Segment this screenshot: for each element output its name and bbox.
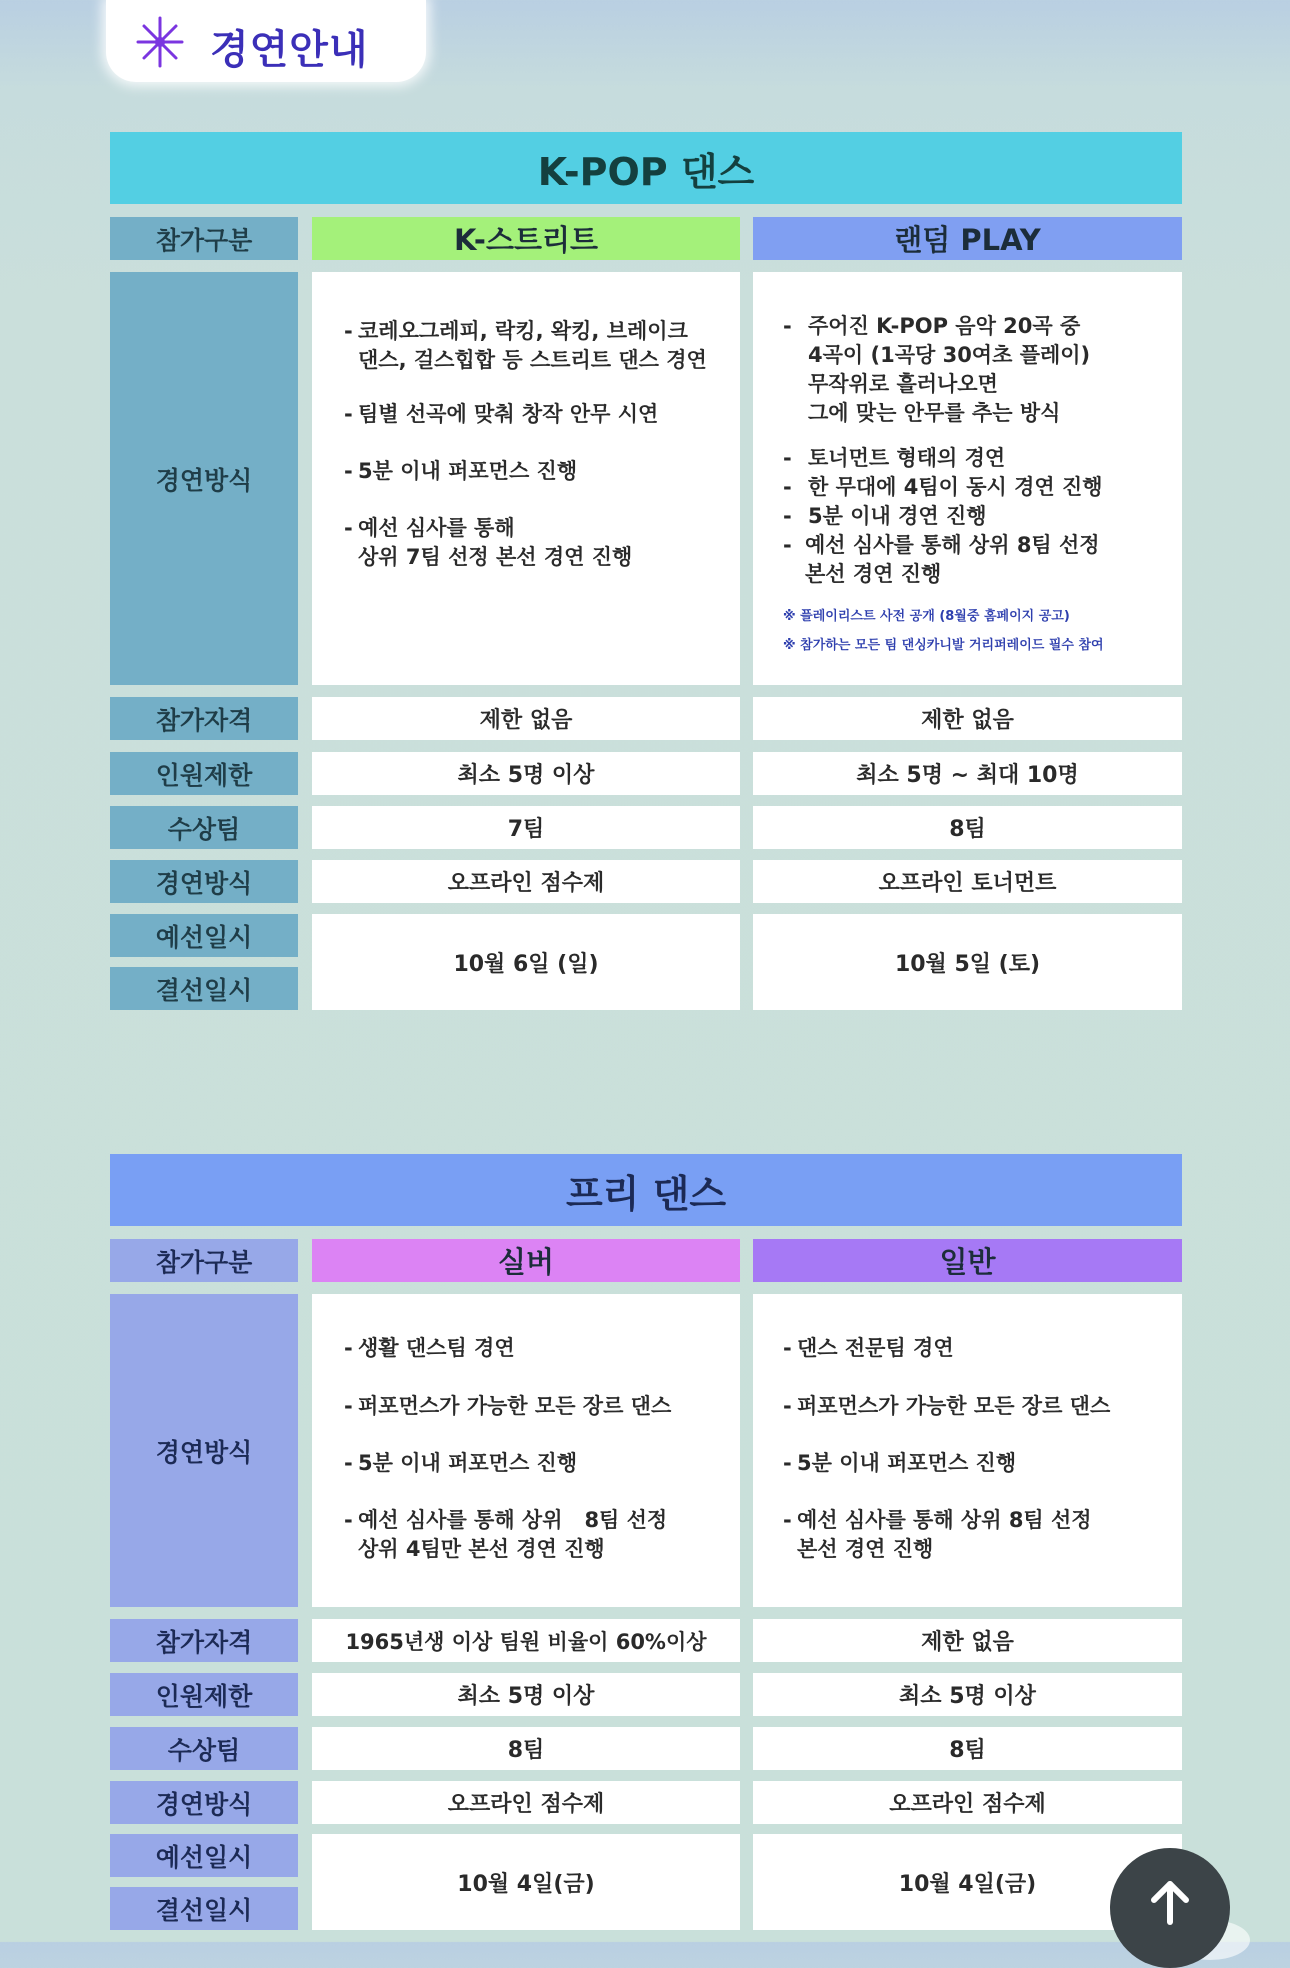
method-item: - 생활 댄스팀 경연: [344, 1336, 515, 1360]
method-item: - 주어진 K-POP 음악 20곡 중 4곡이 (1곡당 30여초 플레이) 무작위로 흘러나오면 그에 맞는 안무를 추는 방식: [783, 314, 1091, 425]
kpop-random-date: 10월 5일 (토): [753, 914, 1182, 1010]
kpop-section-title: K-POP 댄스: [110, 132, 1182, 204]
kpop-label-method: 경연방식: [110, 272, 298, 685]
method-item: - 한 무대에 4팀이 동시 경연 진행: [783, 475, 1103, 499]
kpop-kstreet-eligibility: 제한 없음: [312, 697, 740, 740]
free-general-method: [753, 1294, 1182, 1607]
page-title: 경연안내: [210, 27, 369, 73]
free-label-prelim: 예선일시: [110, 1834, 298, 1877]
arrow-up-icon: [1144, 1876, 1196, 1928]
free-label-eligibility: 참가자격: [110, 1619, 298, 1662]
free-label-final: 결선일시: [110, 1887, 298, 1930]
free-col-general: 일반: [753, 1239, 1182, 1282]
header-badge: [106, 0, 426, 82]
kpop-kstreet-method: [312, 272, 740, 685]
star-icon: [134, 16, 186, 68]
kpop-kstreet-awards: 7팀: [312, 806, 740, 849]
kpop-label-awards: 수상팀: [110, 806, 298, 849]
scroll-top-button[interactable]: [1110, 1848, 1230, 1968]
kpop-note-playlist: ※ 플레이리스트 사전 공개 (8월중 홈페이지 공고): [783, 609, 1070, 624]
kpop-label-members: 인원제한: [110, 752, 298, 795]
kpop-col-random: 랜덤 PLAY: [753, 217, 1182, 260]
free-silver-format: 오프라인 점수제: [312, 1781, 740, 1824]
method-item: - 5분 이내 퍼포먼스 진행: [344, 459, 578, 483]
free-silver-members: 최소 5명 이상: [312, 1673, 740, 1716]
method-item: - 퍼포먼스가 가능한 모든 장르 댄스: [344, 1394, 672, 1418]
method-item: - 토너먼트 형태의 경연: [783, 446, 1006, 470]
kpop-kstreet-date: 10월 6일 (일): [312, 914, 740, 1010]
free-general-awards: 8팀: [753, 1727, 1182, 1770]
free-label-category: 참가구분: [110, 1239, 298, 1282]
free-general-members: 최소 5명 이상: [753, 1673, 1182, 1716]
kpop-random-format: 오프라인 토너먼트: [753, 860, 1182, 903]
kpop-random-eligibility: 제한 없음: [753, 697, 1182, 740]
free-silver-awards: 8팀: [312, 1727, 740, 1770]
kpop-kstreet-format: 오프라인 점수제: [312, 860, 740, 903]
kpop-kstreet-members: 최소 5명 이상: [312, 752, 740, 795]
free-section: [110, 1154, 1182, 1934]
method-item: - 댄스 전문팀 경연: [783, 1336, 954, 1360]
free-silver-eligibility: 1965년생 이상 팀원 비율이 60%이상: [312, 1619, 740, 1662]
free-silver-method: [312, 1294, 740, 1607]
free-label-format: 경연방식: [110, 1781, 298, 1824]
kpop-label-category: 참가구분: [110, 217, 298, 260]
method-item: - 예선 심사를 통해 상위 8팀 선정 본선 경연 진행: [783, 1508, 1092, 1561]
free-general-format: 오프라인 점수제: [753, 1781, 1182, 1824]
free-silver-date: 10월 4일(금): [312, 1834, 740, 1930]
free-general-eligibility: 제한 없음: [753, 1619, 1182, 1662]
kpop-label-format: 경연방식: [110, 860, 298, 903]
method-item: - 예선 심사를 통해 상위 8팀 선정 본선 경연 진행: [783, 533, 1100, 586]
free-label-members: 인원제한: [110, 1673, 298, 1716]
method-item: - 5분 이내 퍼포먼스 진행: [344, 1451, 578, 1475]
free-label-awards: 수상팀: [110, 1727, 298, 1770]
kpop-col-kstreet: K-스트리트: [312, 217, 740, 260]
method-item: - 팀별 선곡에 맞춰 창작 안무 시연: [344, 402, 659, 426]
free-col-silver: 실버: [312, 1239, 740, 1282]
free-general-date: 10월 4일(금): [753, 1834, 1182, 1930]
method-item: - 5분 이내 경연 진행: [783, 504, 987, 528]
method-item: - 예선 심사를 통해 상위 8팀 선정 상위 4팀만 본선 경연 진행: [344, 1508, 668, 1561]
kpop-label-eligibility: 참가자격: [110, 697, 298, 740]
kpop-label-prelim: 예선일시: [110, 914, 298, 957]
method-item: - 예선 심사를 통해 상위 7팀 선정 본선 경연 진행: [344, 516, 633, 569]
kpop-label-final: 결선일시: [110, 967, 298, 1010]
kpop-random-members: 최소 5명 ~ 최대 10명: [753, 752, 1182, 795]
method-item: - 퍼포먼스가 가능한 모든 장르 댄스: [783, 1394, 1111, 1418]
method-item: - 5분 이내 퍼포먼스 진행: [783, 1451, 1017, 1475]
kpop-section: [110, 132, 1182, 1012]
kpop-note-parade: ※ 참가하는 모든 팀 댄싱카니발 거리퍼레이드 필수 참여: [783, 638, 1104, 653]
kpop-random-method: [753, 272, 1182, 685]
method-item: - 코레오그레피, 락킹, 왁킹, 브레이크 댄스, 걸스힙합 등 스트리트 댄스 경연: [344, 319, 707, 372]
free-label-method: 경연방식: [110, 1294, 298, 1607]
kpop-random-awards: 8팀: [753, 806, 1182, 849]
free-section-title: 프리 댄스: [110, 1154, 1182, 1226]
